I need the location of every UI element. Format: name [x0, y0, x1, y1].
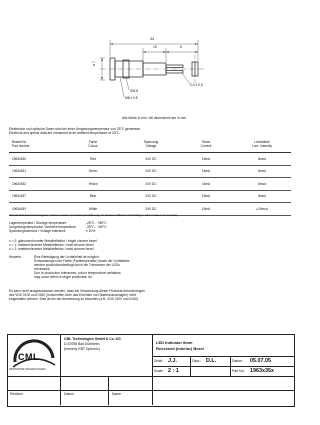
cell-current: 15mA: [179, 165, 233, 178]
rating-value: -25°C - +85°C: [86, 221, 107, 225]
revision-name-label: Name: [112, 392, 122, 396]
dim-nut: SW 8: [130, 89, 139, 93]
dim-overall: 34: [150, 37, 154, 41]
spec-table: [9, 138, 291, 216]
variants-block: [9, 240, 97, 252]
dim-pin: 2,0 x 0,5: [190, 83, 203, 87]
table-row: [9, 178, 291, 191]
rating-label: Lagertemperatur / Storage temperature: [9, 221, 67, 225]
header-voltage: Spannung Voltage: [123, 138, 179, 153]
cell-part-number: 1963x35Y: [9, 203, 63, 216]
table-row: [9, 153, 291, 166]
cell-part-number: 1963x350: [9, 153, 63, 166]
company-address: D-67098 Bad Dürkheim: [64, 342, 100, 346]
cell-current: 15mA: [179, 190, 233, 203]
cell-intensity: 8mcd: [233, 178, 291, 191]
drawn-value: J.J.: [168, 358, 177, 364]
table-row: [9, 165, 291, 178]
table-footnote: Vorschaltwiderstand integriert / Series resistor included (Ausführung mit anderen Werten auf Anfrage / other values on request): [9, 213, 178, 217]
variant-line: x = 2: mattverchromter Metallreflektor / matt chrome bezel: [9, 246, 94, 251]
scale-label: Scale:: [154, 369, 164, 373]
intro-line-de: Elektrische und optische Daten sind bei einer Umgebungstemperatur von 25°C gemessen.: [9, 127, 142, 131]
table-row: [9, 190, 291, 203]
cell-colour: Red: [63, 153, 123, 166]
ratings-values: [86, 222, 107, 234]
variant-line: x = 0: glanzverchromter Metallreflektor / bright chrome bezel: [9, 239, 97, 243]
notes-block: [34, 256, 129, 279]
cell-voltage: 24V DC: [123, 203, 179, 216]
compliance-block: [9, 290, 145, 302]
intro-line-en: Electrical and optical data are measured at an ambient temperature of 25°C.: [9, 131, 121, 135]
cell-colour: Blue: [63, 190, 123, 203]
logo-text: CML: [18, 352, 39, 362]
cell-part-number: 1963x357: [9, 190, 63, 203]
checked-label: Gepr.:: [192, 359, 202, 363]
checked-value: D.L.: [206, 358, 217, 364]
rating-label: Spannungstoleranz / Voltage tolerance: [9, 228, 66, 233]
logo-subtitle: INNOVATIVE TECHNOLOGIES: [9, 368, 46, 371]
scale-value: 2 : 1: [168, 368, 179, 374]
cell-intensity: 8mcd: [233, 153, 291, 166]
note-line: verursacht.: [34, 266, 51, 271]
dim-thread: M8 x 0,5: [125, 96, 138, 100]
units-note: Alle Maße in mm / All dimensions are in mm: [122, 116, 187, 120]
cell-colour: White: [63, 203, 123, 216]
header-intensity: Lichtstärke Lum. Intensity: [233, 138, 291, 153]
revision-label: Revision: [10, 392, 24, 396]
dim-diameter: ø 7: [92, 61, 96, 66]
compliance-line: des VDE 0100 und 0160 (Vorschriften über das Errichten von Starkstromanlagen) nicht: [9, 292, 137, 297]
cell-current: 15mA: [179, 203, 233, 216]
cell-voltage: 24V DC: [123, 165, 179, 178]
cell-intensity: 8mcd: [233, 190, 291, 203]
cell-current: 15mA: [179, 153, 233, 166]
variant-line: x = 1: mattverchromter Metallreflektor / matt chrome bezel: [9, 242, 94, 247]
part-value: 1963x35x: [250, 368, 274, 374]
dim-segment-b: 6: [180, 45, 182, 49]
notes-label: Hinweis:: [9, 255, 22, 259]
cell-voltage: 24V DC: [123, 178, 179, 191]
cell-colour: Green: [63, 165, 123, 178]
rating-label: Umgebungstemperatur / Ambient temperature: [9, 224, 77, 229]
dim-segment-a: 15: [153, 45, 157, 49]
cell-voltage: 24V DC: [123, 190, 179, 203]
compliance-line: Es kann nicht ausgeschlossen werden, dass bei Verwendung dieser Produkte Anforderungen: [9, 289, 145, 293]
cell-intensity: 8mcd: [233, 165, 291, 178]
cell-intensity: ≥10mcd: [233, 203, 291, 216]
drawn-label: Zeich.:: [154, 359, 165, 363]
cell-colour: Yellow: [63, 178, 123, 191]
header-colour: Farbe Colour: [63, 138, 123, 153]
revision-date-label: Datum: [64, 392, 74, 396]
rating-value: -25°C - +60°C: [86, 224, 107, 229]
ratings-block: [9, 222, 76, 234]
company-former: (formerly EBT Optronic): [64, 347, 100, 351]
compliance-line: eingehalten werden. Dies ist bei der Anwendung zu beachten (z.B. VDE 0100 und 0160).: [9, 296, 139, 301]
note-line: Schwankungen der Farbe (Farbtemperatur) sowie der Lichtstärke: [34, 258, 130, 263]
product-title: LED Indicator 8mm: [156, 340, 193, 345]
technical-drawing: [0, 0, 300, 115]
note-line: Eine Befestigung der Lichteinheit ist möglich.: [34, 255, 100, 259]
company-name: CML Technologies GmbH & Co. KG: [64, 337, 121, 341]
rating-value: ± 10%: [86, 228, 96, 233]
cell-current: 15mA: [179, 178, 233, 191]
part-label: Part No.:: [232, 369, 246, 373]
product-subtitle: Recessed (interior) Bezel: [156, 346, 204, 351]
header-current: Strom Current: [179, 138, 233, 153]
date-label: Datum:: [232, 359, 243, 363]
cell-part-number: 1963x351: [9, 165, 63, 178]
note-line: werden produktionsbedingt durch die Toleranzen der LEDs: [34, 262, 120, 267]
cell-voltage: 24V DC: [123, 153, 179, 166]
header-part-number: Bestell-Nr. Part number: [9, 138, 63, 153]
note-line: Due to production tolerances, colour temperature variations: [34, 270, 121, 275]
spec-table-header: [9, 138, 291, 153]
cell-part-number: 1963x352: [9, 178, 63, 191]
date-value: 05.07.05: [250, 358, 271, 364]
note-line: may occur within a single production lot.: [34, 274, 93, 279]
